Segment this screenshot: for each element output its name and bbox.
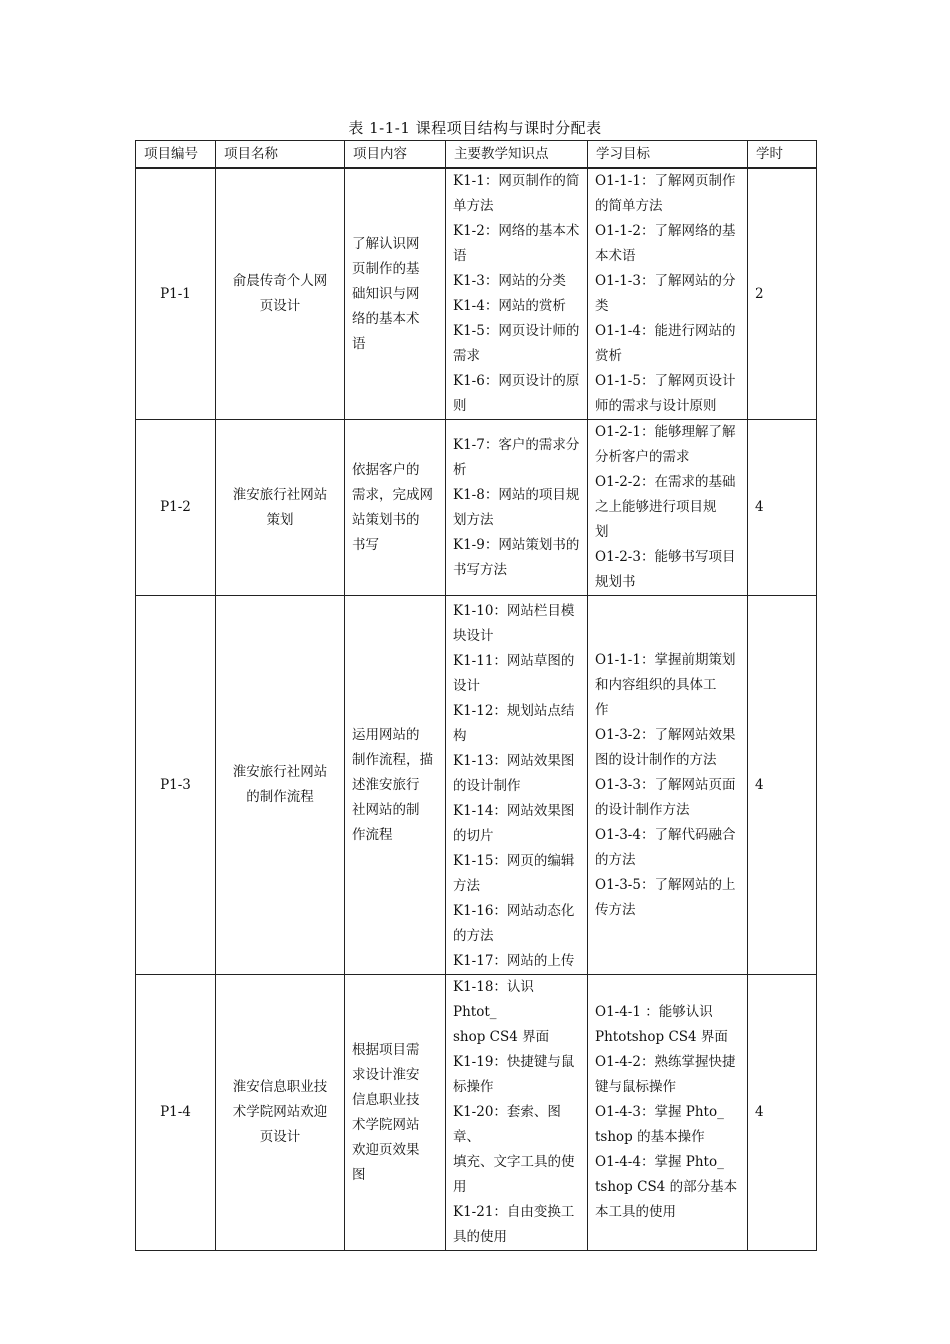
cell-line: O1-3-2：了解网站效果 [595,726,736,743]
cell-line: K1-15：网页的编辑 [453,853,575,869]
cell-line: 标操作 [453,1079,494,1095]
cell-line: 依据客户的 [352,461,420,478]
cell-line: 信息职业技 [352,1091,420,1108]
cell-line: 划 [595,524,609,540]
cell-line: 欢迎页效果 [352,1141,420,1158]
cell-line: 析 [453,461,467,478]
cell-line: K1-5：网页设计师的 [453,323,580,339]
cell-line: 块设计 [453,628,494,644]
cell-line: 淮安旅行社网站 [232,764,328,780]
project-content-cell [345,596,446,975]
hours-cell: 4 [748,975,817,1251]
cell-line: 设计 [453,678,480,694]
hours-cell: 2 [748,168,817,420]
cell-line: 之上能够进行项目规 [595,499,717,515]
cell-line: O1-1-2：了解网络的基 [595,223,736,239]
cell-line: 图 [352,1166,366,1183]
cell-line: 填充、文字工具的使 [453,1154,575,1170]
cell-line: O1-2-3：能够书写项目 [595,549,736,565]
cell-line: 的切片 [453,828,494,844]
cell-line: 划方法 [453,511,494,528]
cell-line: 作流程 [352,826,393,843]
project-id-cell: P1-4 [136,975,216,1251]
table-row [136,975,817,1251]
cell-line: 策划 [266,511,294,528]
cell-line: O1-3-3：了解网站页面 [595,776,736,793]
hours-cell: 4 [748,596,817,975]
cell-line: K1-2：网络的基本术 [453,223,580,239]
cell-line: 需求 [453,348,480,364]
header-cell-hours: 学时 [748,141,817,169]
project-content-cell [345,168,446,420]
cell-line: 书写方法 [453,561,507,578]
cell-line: 的设计制作方法 [595,801,690,818]
cell-line: 和内容组织的具体工 [595,676,717,693]
cell-line: 页制作的基 [352,260,420,277]
cell-line: 分析客户的需求 [595,449,690,465]
cell-line: K1-21：自由变换工 [453,1204,575,1220]
cell-line: tshop CS4 的部分基本 [595,1179,738,1195]
hours-cell: 4 [748,420,817,596]
cell-line: 制作流程，描 [352,751,433,768]
project-name-cell [216,975,345,1251]
project-id-cell: P1-2 [136,420,216,596]
cell-line: 述淮安旅行 [352,776,420,793]
cell-line: 淮安信息职业技 [232,1079,328,1095]
cell-line: O1-1-1：掌握前期策划 [595,651,736,668]
cell-line: K1-12：规划站点结 [453,703,575,719]
knowledge-points-cell [446,975,588,1251]
cell-line: K1-10：网站栏目模 [453,603,575,619]
cell-line: O1-4-1 ：能够认识 [595,1004,713,1020]
cell-line: 用 [453,1179,467,1195]
cell-line: Phtotshop CS4 界面 [595,1029,728,1045]
table-caption: 表 1-1-1 课程项目结构与课时分配表 [348,119,602,137]
cell-line: O1-4-4：掌握 Phto_ [595,1154,724,1170]
cell-line: O1-4-2：熟练掌握快捷 [595,1054,736,1070]
cell-line: 键与鼠标操作 [595,1079,676,1095]
cell-line: O1-3-5：了解网站的上 [595,876,736,893]
cell-line: K1-17：网站的上传 [453,953,575,969]
learning-objectives-cell [588,596,748,975]
cell-line: 语 [453,248,467,264]
learning-objectives-cell [588,975,748,1251]
cell-line: tshop 的基本操作 [595,1129,705,1145]
header-row [136,141,817,169]
cell-line: 的设计制作 [453,778,521,794]
cell-line: 淮安旅行社网站 [232,486,328,503]
cell-line: 类 [595,298,609,314]
header-cell-objectives: 学习目标 [588,141,748,169]
project-content-cell [345,420,446,596]
cell-line: 本术语 [595,248,636,264]
project-name-cell [216,420,345,596]
cell-line: 需求，完成网 [352,486,433,503]
header-cell-id: 项目编号 [136,141,216,169]
cell-line: 运用网站的 [352,726,420,743]
cell-line: O1-1-1：了解网页制作 [595,173,736,189]
header-cell-content: 项目内容 [345,141,446,169]
cell-line: 语 [352,335,366,352]
cell-line: 根据项目需 [352,1041,420,1058]
cell-line: 书写 [352,536,379,553]
knowledge-points-cell [446,420,588,596]
cell-line: K1-6：网页设计的原 [453,373,580,389]
cell-line: 的方法 [595,851,636,868]
cell-line: 规划书 [595,574,636,590]
project-name-cell [216,596,345,975]
cell-line: 的方法 [453,928,494,944]
project-content-cell [345,975,446,1251]
cell-line: 了解认识网 [352,235,420,252]
cell-line: 础知识与网 [352,285,420,302]
cell-line: 则 [453,398,467,414]
cell-line: 师的需求与设计原则 [595,398,717,414]
table-row [136,168,817,420]
cell-line: O1-4-3：掌握 Phto_ [595,1104,724,1120]
cell-line: O1-1-4：能进行网站的 [595,323,736,339]
project-name-cell [216,168,345,420]
cell-line: shop CS4 界面 [453,1029,550,1045]
cell-line: O1-1-5：了解网页设计 [595,373,736,389]
cell-line: 社网站的制 [352,801,420,818]
cell-line: 方法 [453,878,480,894]
cell-line: K1-9：网站策划书的 [453,536,580,553]
cell-line: 俞晨传奇个人网 [232,273,328,289]
cell-line: 赏析 [595,348,622,364]
cell-line: K1-1：网页制作的简 [453,173,580,189]
cell-line: K1-19：快捷键与鼠 [453,1054,575,1070]
cell-line: 本工具的使用 [595,1204,676,1220]
course-structure-table [135,140,817,1251]
cell-line: 术学院网站 [352,1116,420,1133]
cell-line: O1-3-4：了解代码融合 [595,826,736,843]
cell-line: K1-20：套索、图章、 [453,1104,561,1145]
cell-line: 图的设计制作的方法 [595,751,717,768]
table-row [136,596,817,975]
learning-objectives-cell [588,420,748,596]
cell-line: K1-7：客户的需求分 [453,436,580,453]
cell-line: K1-14：网站效果图 [453,803,575,819]
cell-line: 求设计淮安 [352,1066,420,1083]
cell-line: 的制作流程 [246,789,314,805]
cell-line: K1-11：网站草图的 [453,653,575,669]
cell-line: 构 [453,728,467,744]
cell-line: 的简单方法 [595,198,663,214]
cell-line: 络的基本术 [352,310,420,327]
table-row [136,420,817,596]
cell-line: 单方法 [453,198,494,214]
knowledge-points-cell [446,168,588,420]
cell-line: 站策划书的 [352,511,420,528]
cell-line: O1-2-2：在需求的基础 [595,474,736,490]
cell-line: O1-2-1：能够理解了解 [595,424,736,440]
cell-line: 页设计 [259,298,301,314]
cell-line: K1-8：网站的项目规 [453,486,580,503]
header-cell-name: 项目名称 [216,141,345,169]
cell-line: O1-1-3：了解网站的分 [595,273,736,289]
cell-line: 术学院网站欢迎 [232,1104,328,1120]
cell-line: K1-4：网站的赏析 [453,298,566,314]
cell-line: K1-13：网站效果图 [453,753,575,769]
knowledge-points-cell [446,596,588,975]
cell-line: 具的使用 [453,1229,507,1245]
cell-line: K1-16：网站动态化 [453,903,575,919]
cell-line: 页设计 [259,1129,301,1145]
header-cell-knowledge: 主要教学知识点 [446,141,588,169]
cell-line: 作 [595,701,609,718]
learning-objectives-cell [588,168,748,420]
project-id-cell: P1-3 [136,596,216,975]
cell-line: K1-18：认识 Phtot_ [453,979,534,1020]
cell-line: K1-3：网站的分类 [453,273,566,289]
project-id-cell: P1-1 [136,168,216,420]
cell-line: 传方法 [595,901,636,918]
